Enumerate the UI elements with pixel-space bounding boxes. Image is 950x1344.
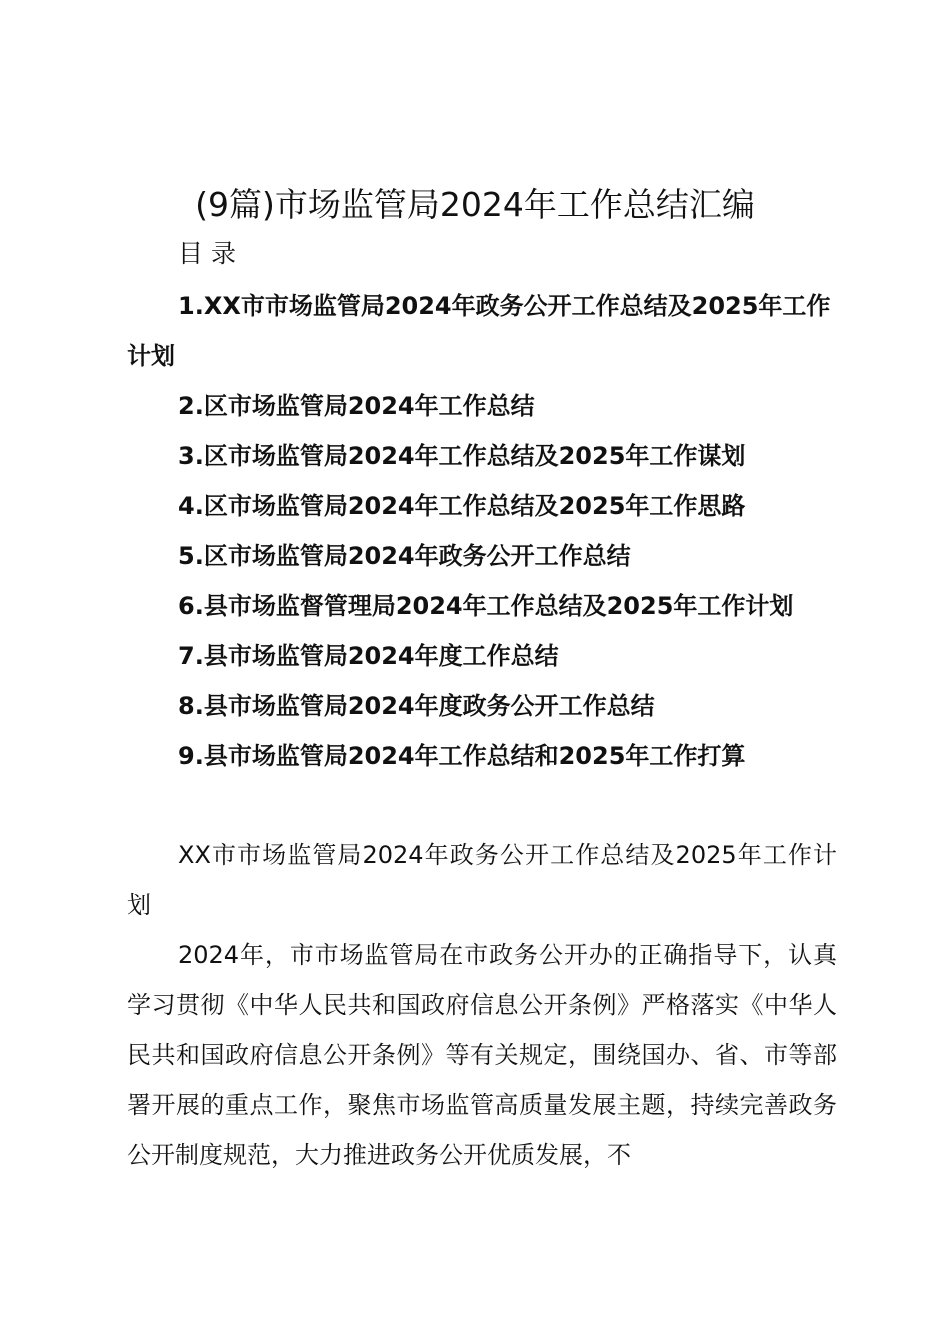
- section-title: XX市市场监管局2024年政务公开工作总结及2025年工作计划: [127, 841, 837, 919]
- toc-item: 7.县市场监管局2024年度工作总结: [178, 642, 559, 670]
- toc-item: 9.县市场监管局2024年工作总结和2025年工作打算: [178, 742, 746, 770]
- document-title: (9篇)市场监管局2024年工作总结汇编: [195, 185, 755, 224]
- toc-item: 8.县市场监管局2024年度政务公开工作总结: [178, 692, 655, 720]
- document-body: [127, 830, 837, 1180]
- table-of-contents: [127, 281, 837, 781]
- toc-item: 1.XX市市场监管局2024年政务公开工作总结及2025年工作计划: [127, 292, 831, 370]
- toc-item: 2.区市场监管局2024年工作总结: [178, 392, 535, 420]
- toc-item: 5.区市场监管局2024年政务公开工作总结: [178, 542, 631, 570]
- body-paragraph: 2024年，市市场监管局在市政务公开办的正确指导下，认真学习贯彻《中华人民共和国政府信息公开条例》严格落实《中华人民共和国政府信息公开条例》等有关规定，围绕国办、省、市等部署开展的重点工作，聚焦市场监管高质量发展主题，持续完善政务公开制度规范，大力推进政务公开优质发展，不: [127, 941, 837, 1169]
- toc-item: 6.县市场监督管理局2024年工作总结及2025年工作计划: [178, 592, 794, 620]
- toc-heading: 目 录: [178, 239, 236, 268]
- toc-item: 4.区市场监管局2024年工作总结及2025年工作思路: [178, 492, 746, 520]
- toc-item: 3.区市场监管局2024年工作总结及2025年工作谋划: [178, 442, 746, 470]
